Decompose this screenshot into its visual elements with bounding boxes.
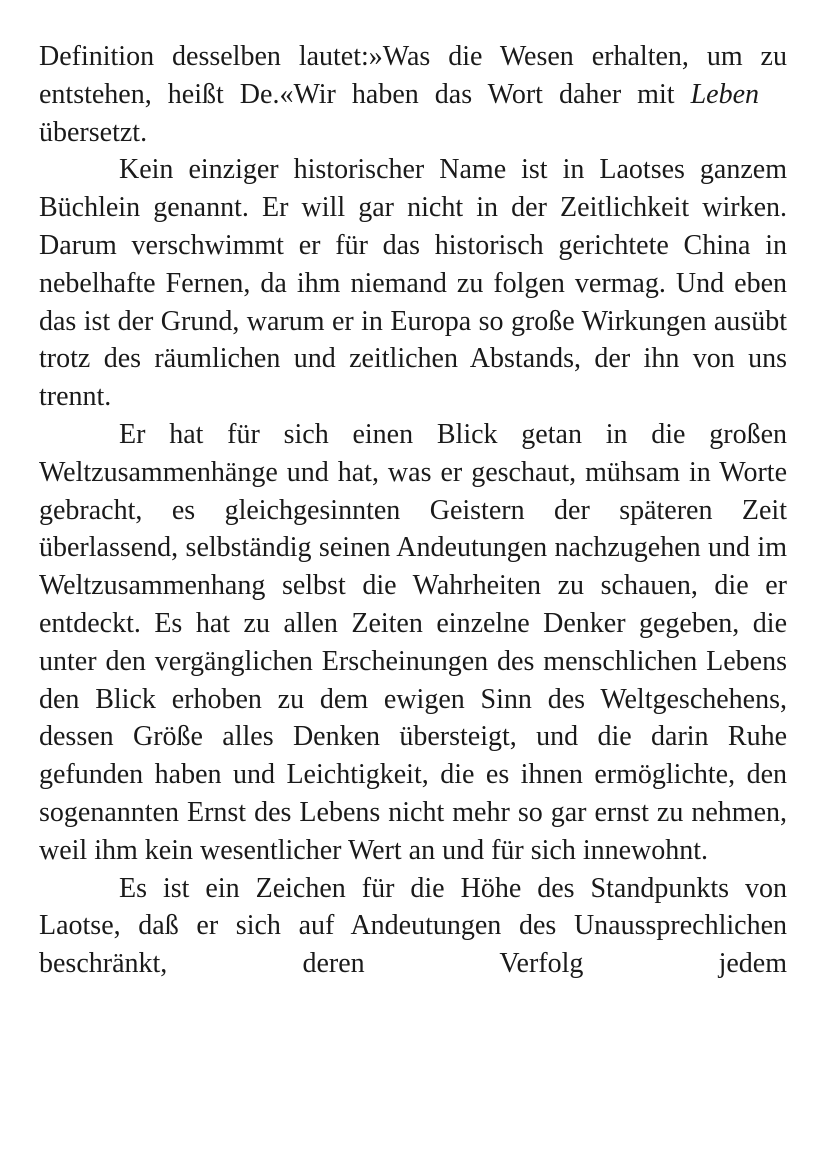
paragraph-1-emphasis: Leben — [690, 78, 759, 110]
paragraph-1-text-after: übersetzt. — [39, 116, 148, 148]
paragraph-1-text-before: Definition desselben lautet:»Was die Wesen erhalten, um zu entstehen, heißt De.«Wir haben das Wort daher mit — [39, 41, 787, 110]
paragraph-2: Kein einziger historischer Name ist in Laotses ganzem Büchlein genannt. Er will gar nicht in der Zeitlichkeit wirken. Darum verschwimmt er für das historisch gerichtete China in nebelhafte Fernen, da ihm niemand zu folgen vermag. Und eben das ist der Grund, warum er in Europa so große Wirkungen ausübt trotz des räumlichen und zeitlichen Abstands, der ihn von uns trennt. — [39, 154, 787, 413]
paragraph-4: Es ist ein Zeichen für die Höhe des Standpunkts von Laotse, daß er sich auf Andeutungen des Unaussprechlichen beschränkt, deren Verfolg jedem — [39, 872, 787, 980]
document-page — [39, 38, 787, 983]
paragraph-1 — [39, 38, 787, 151]
paragraph-3: Er hat für sich einen Blick getan in die großen Weltzusammenhänge und hat, was er geschaut, mühsam in Worte gebracht, es gleichgesinnten Geistern der späteren Zeit überlassend, selbständig seinen Andeutungen nachzugehen und im Weltzusammenhang selbst die Wahrheiten zu schauen, die er entdeckt. Es hat zu allen Zeiten einzelne Denker gegeben, die unter den vergänglichen Erscheinungen des menschlichen Lebens den Blick erhoben zu dem ewigen Sinn des Weltgeschehens, dessen Größe alles Denken übersteigt, und die darin Ruhe gefunden haben und Leichtigkeit, die es ihnen ermöglichte, den sogenannten Ernst des Lebens nicht mehr so gar ernst zu nehmen, weil ihm kein wesentlicher Wert an und für sich innewohnt. — [39, 418, 787, 866]
